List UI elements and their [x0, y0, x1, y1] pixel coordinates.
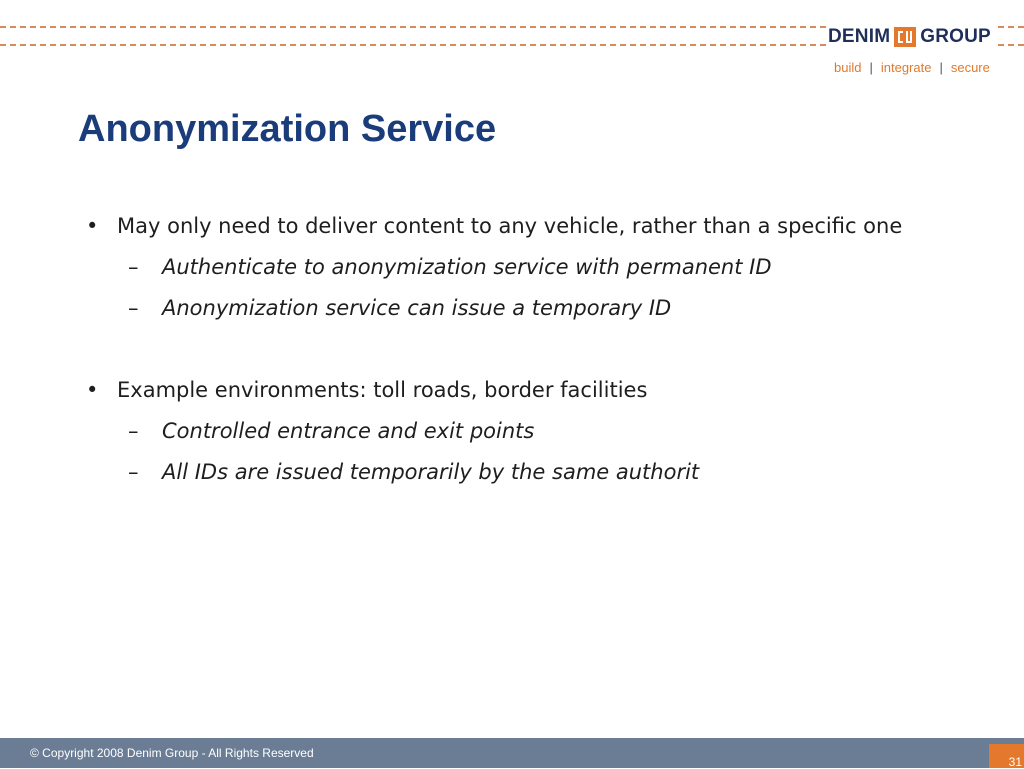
tagline-separator: | — [869, 60, 873, 75]
slide-content — [86, 206, 1006, 493]
tagline-build: build — [834, 60, 862, 75]
bullet-text: May only need to deliver content to any vehicle, rather than a specific one — [117, 214, 903, 238]
logo-text-left: DENIM — [828, 26, 891, 47]
sub-bullet-marker: – — [128, 255, 139, 279]
copyright-notice: © Copyright 2008 Denim Group - All Rights Reserved — [30, 746, 314, 760]
bullet-item — [86, 206, 1006, 247]
decorative-dash-line — [998, 44, 1024, 46]
sub-bullet-marker: – — [128, 296, 139, 320]
sub-bullet-text: All IDs are issued temporarily by the same authorit — [162, 460, 700, 484]
sub-bullet-item — [86, 452, 1006, 493]
sub-bullet-text: Controlled entrance and exit points — [162, 419, 535, 443]
page-number: 31 — [989, 744, 1024, 768]
dg-monogram-icon — [894, 27, 916, 47]
tagline-integrate: integrate — [880, 60, 932, 75]
decorative-dash-line — [0, 44, 826, 46]
tagline-separator: | — [939, 60, 943, 75]
tagline — [834, 60, 990, 75]
sub-bullet-marker: – — [128, 419, 139, 443]
sub-bullet-item — [86, 247, 1006, 288]
bullet-text: Example environments: toll roads, border facilities — [117, 378, 648, 402]
bullet-marker: • — [86, 378, 99, 402]
footer-bar — [0, 738, 1024, 768]
tagline-secure: secure — [950, 60, 990, 75]
sub-bullet-item — [86, 288, 1006, 329]
sub-bullet-text: Authenticate to anonymization service with permanent ID — [162, 255, 772, 279]
decorative-dash-line — [0, 26, 826, 28]
denim-group-logo — [828, 24, 991, 50]
logo-text-right: GROUP — [920, 26, 991, 47]
sub-bullet-item — [86, 411, 1006, 452]
bullet-item — [86, 370, 1006, 411]
spacer — [86, 329, 1006, 370]
decorative-dash-line — [998, 26, 1024, 28]
slide-title: Anonymization Service — [78, 108, 497, 150]
bullet-marker: • — [86, 214, 99, 238]
sub-bullet-marker: – — [128, 460, 139, 484]
sub-bullet-text: Anonymization service can issue a temporary ID — [162, 296, 672, 320]
